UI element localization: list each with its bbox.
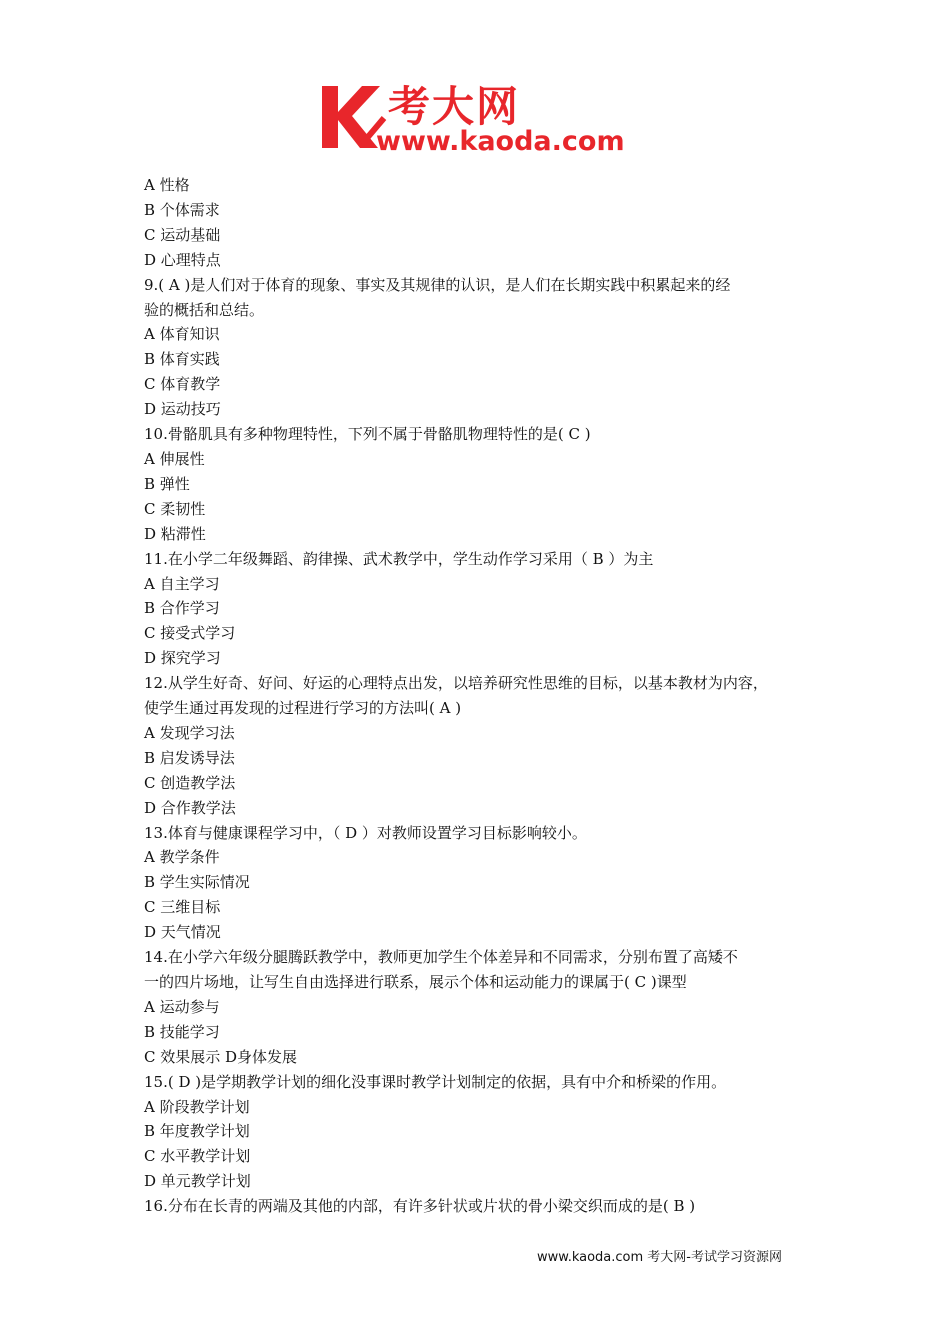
- question-line: 13.体育与健康课程学习中，（ D ）对教师设置学习目标影响较小。: [144, 823, 587, 842]
- question-line: 14.在小学六年级分腿腾跃教学中，教师更加学生个体差异和不同需求，分别布置了高矮不: [144, 948, 738, 967]
- question-line: 一的四片场地，让写生自由选择进行联系，展示个体和运动能力的课属于( C )课型: [144, 973, 687, 991]
- option-line: C 接受式学习: [144, 624, 236, 643]
- document-body: [144, 173, 824, 1219]
- option-line: D 单元教学计划: [144, 1172, 251, 1191]
- logo-url-text: www.kaoda.com: [376, 126, 625, 157]
- option-line: C 柔韧性: [144, 499, 206, 518]
- option-line: A 体育知识: [144, 325, 220, 344]
- option-line: D 心理特点: [144, 250, 221, 269]
- option-line: C 创造教学法: [144, 773, 236, 792]
- option-line: B 技能学习: [144, 1022, 220, 1041]
- question-line: 11.在小学二年级舞蹈、韵律操、武术教学中，学生动作学习采用（ B ）为主: [144, 549, 654, 568]
- question-line: 9.( A )是人们对于体育的现象、事实及其规律的认识，是人们在长期实践中积累起来的经: [144, 275, 731, 294]
- question-line: 16.分布在长青的两端及其他的内部，有许多针状或片状的骨小梁交织而成的是( B ): [144, 1197, 696, 1216]
- option-line: C 运动基础: [144, 225, 221, 244]
- question-line: 使学生通过再发现的过程进行学习的方法叫( A ): [144, 699, 462, 718]
- option-line: A 发现学习法: [144, 723, 235, 742]
- option-line: A 自主学习: [144, 574, 220, 593]
- logo-chinese-text: 考大网: [388, 82, 521, 131]
- option-line: B 合作学习: [144, 599, 220, 618]
- option-line: C 三维目标: [144, 898, 221, 917]
- option-line: D 运动技巧: [144, 400, 221, 419]
- option-line: B 体育实践: [144, 350, 220, 369]
- option-line: D 天气情况: [144, 923, 221, 942]
- option-line: B 年度教学计划: [144, 1122, 250, 1141]
- question-line: 12.从学生好奇、好问、好运的心理特点出发，以培养研究性思维的目标，以基本教材为内容，: [144, 674, 768, 693]
- option-line: B 启发诱导法: [144, 748, 235, 767]
- option-line: D 探究学习: [144, 649, 221, 668]
- option-line: B 学生实际情况: [144, 873, 250, 892]
- option-line: A 运动参与: [144, 997, 220, 1016]
- kaoda-logo: [318, 80, 638, 160]
- option-line: C 水平教学计划: [144, 1147, 251, 1166]
- option-line: A 伸展性: [144, 449, 205, 468]
- page-footer: www.kaoda.com 考大网-考试学习资源网: [537, 1250, 782, 1265]
- option-line: C 效果展示 D身体发展: [144, 1047, 298, 1066]
- option-line: A 性格: [144, 176, 190, 194]
- question-line: 验的概括和总结。: [144, 300, 265, 319]
- option-line: B 弹性: [144, 474, 190, 493]
- option-line: B 个体需求: [144, 200, 220, 219]
- option-line: D 粘滞性: [144, 524, 206, 543]
- option-line: C 体育教学: [144, 375, 221, 394]
- question-line: 15.( D )是学期教学计划的细化没事课时教学计划制定的依据，具有中介和桥梁的作用。: [144, 1072, 727, 1091]
- question-line: 10.骨骼肌具有多种物理特性，下列不属于骨骼肌物理特性的是( C ): [144, 425, 591, 444]
- option-line: A 阶段教学计划: [144, 1097, 250, 1116]
- option-line: D 合作教学法: [144, 798, 236, 817]
- option-line: A 教学条件: [144, 848, 220, 867]
